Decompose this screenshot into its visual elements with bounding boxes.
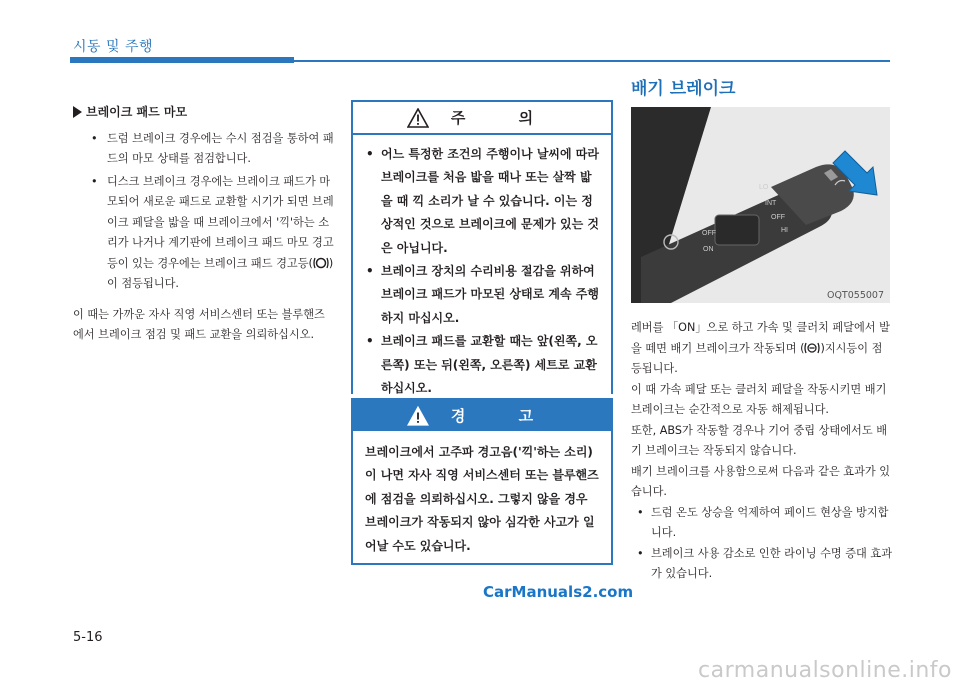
caution-title: 주 의: [450, 109, 558, 127]
page-number: 5-16: [73, 630, 103, 645]
list-item: [73, 172, 335, 295]
effects-list: [631, 503, 893, 585]
caution-list: [365, 143, 599, 400]
triangle-bullet-icon: [73, 106, 82, 118]
paragraph: 또한, ABS가 작동할 경우나 기어 중립 상태에서도 배기 브레이크는 작동되지 않습니다.: [631, 423, 888, 457]
lever-label-int: INT: [765, 200, 777, 207]
caution-box: [351, 100, 613, 394]
brake-pad-bullet-list: [73, 129, 335, 295]
list-item-text: 디스크 브레이크 경우에는 브레이크 패드가 마모되어 새로운 패드로 교환할 시기가 되면 브레이크 페달을 밟을 때 브레이크에서 '끽'하는 소리가 나거나 계기판에 브레이크 패드 마모 경고등이 있는 경우에는 브레이크 패드 경고등(: [107, 174, 334, 270]
list-item: [73, 129, 335, 170]
paragraph-text: 레버를 「ON」으로 하고 가속 및 클러치 페달에서 발을 떼면 배기 브레이크가 작동되며 (: [631, 321, 890, 355]
lever-label-lo: LO: [759, 184, 769, 191]
right-column-text: [631, 318, 893, 585]
lever-label-off-top: OFF: [702, 230, 716, 237]
list-item: • 어느 특정한 조건의 주행이나 날씨에 따라 브레이크를 처음 밟을 때나 또는 살짝 밟을 때 끽 소리가 날 수 있습니다. 이는 정상적인 것으로 브레이크에 문제가 있는 것은 아닙니다.: [365, 143, 599, 260]
list-item: • 드럼 온도 상승을 억제하여 페이드 현상을 방지합니다.: [631, 503, 893, 544]
exhaust-brake-indicator-icon: [804, 341, 820, 355]
caution-header: [353, 102, 611, 133]
paragraph: [631, 318, 893, 380]
caution-header-line: [353, 133, 611, 135]
list-item-text-suffix: )이 점등됩니다.: [107, 256, 334, 290]
exhaust-brake-title: 배기 브레이크: [631, 79, 736, 99]
paragraph: 배기 브레이크를 사용함으로써 다음과 같은 효과가 있습니다.: [631, 464, 891, 498]
lever-label-on: ON: [703, 246, 714, 253]
paragraph-text-suffix: )지시등이 점등됩니다.: [631, 341, 883, 375]
caution-body: [353, 133, 611, 400]
warning-title: 경 고: [450, 407, 558, 425]
list-item: • 브레이크 패드를 교환할 때는 앞(왼쪽, 오른쪽) 또는 뒤(왼쪽, 오른쪽) 세트로 교환하십시오.: [365, 330, 599, 400]
warning-body: 브레이크에서 고주파 경고음('끽'하는 소리)이 나면 자사 직영 서비스센터 또는 블루핸즈에 점검을 의뢰하십시오. 그렇지 않을 경우 브레이크가 작동되지 않아 심각한 사고가 일어날 수도 있습니다.: [365, 445, 599, 553]
photo-caption: OQT055007: [826, 290, 884, 301]
service-paragraph: 이 때는 가까운 자사 직영 서비스센터 또는 블루핸즈에서 브레이크 점검 및 패드 교환을 의뢰하십시오.: [73, 307, 325, 341]
header-rule-accent: [70, 57, 294, 63]
lever-label-hi: HI: [781, 227, 788, 234]
exhaust-brake-lever-photo: [631, 107, 890, 303]
watermark-link[interactable]: CarManuals2.com: [483, 583, 634, 601]
left-column: [73, 102, 335, 346]
lever-illustration: [631, 107, 890, 303]
warning-header: [353, 400, 611, 431]
subheading-brake-pad-wear: [73, 102, 335, 123]
section-title: 시동 및 주행: [73, 39, 154, 55]
warning-triangle-icon: [407, 108, 429, 128]
warning-box: [351, 398, 613, 565]
list-item: • 브레이크 사용 감소로 인한 라이닝 수명 증대 효과가 있습니다.: [631, 544, 893, 585]
subheading-text: 브레이크 패드 마모: [86, 105, 188, 119]
lever-label-off-bottom: OFF: [771, 214, 785, 221]
list-item-text: 드럼 브레이크 경우에는 수시 점검을 통하여 패드의 마모 상태를 점검합니다.: [107, 131, 334, 165]
paragraph: 이 때 가속 페달 또는 클러치 페달을 작동시키면 배기 브레이크는 순간적으로 자동 해제됩니다.: [631, 382, 887, 416]
footer-watermark: carmanualsonline.info: [698, 658, 952, 683]
list-item: • 브레이크 장치의 수리비용 절감을 위하여 브레이크 패드가 마모된 상태로 계속 주행하지 마십시오.: [365, 260, 599, 330]
warning-triangle-icon: [407, 406, 429, 426]
brake-pad-warning-icon: [313, 256, 329, 270]
